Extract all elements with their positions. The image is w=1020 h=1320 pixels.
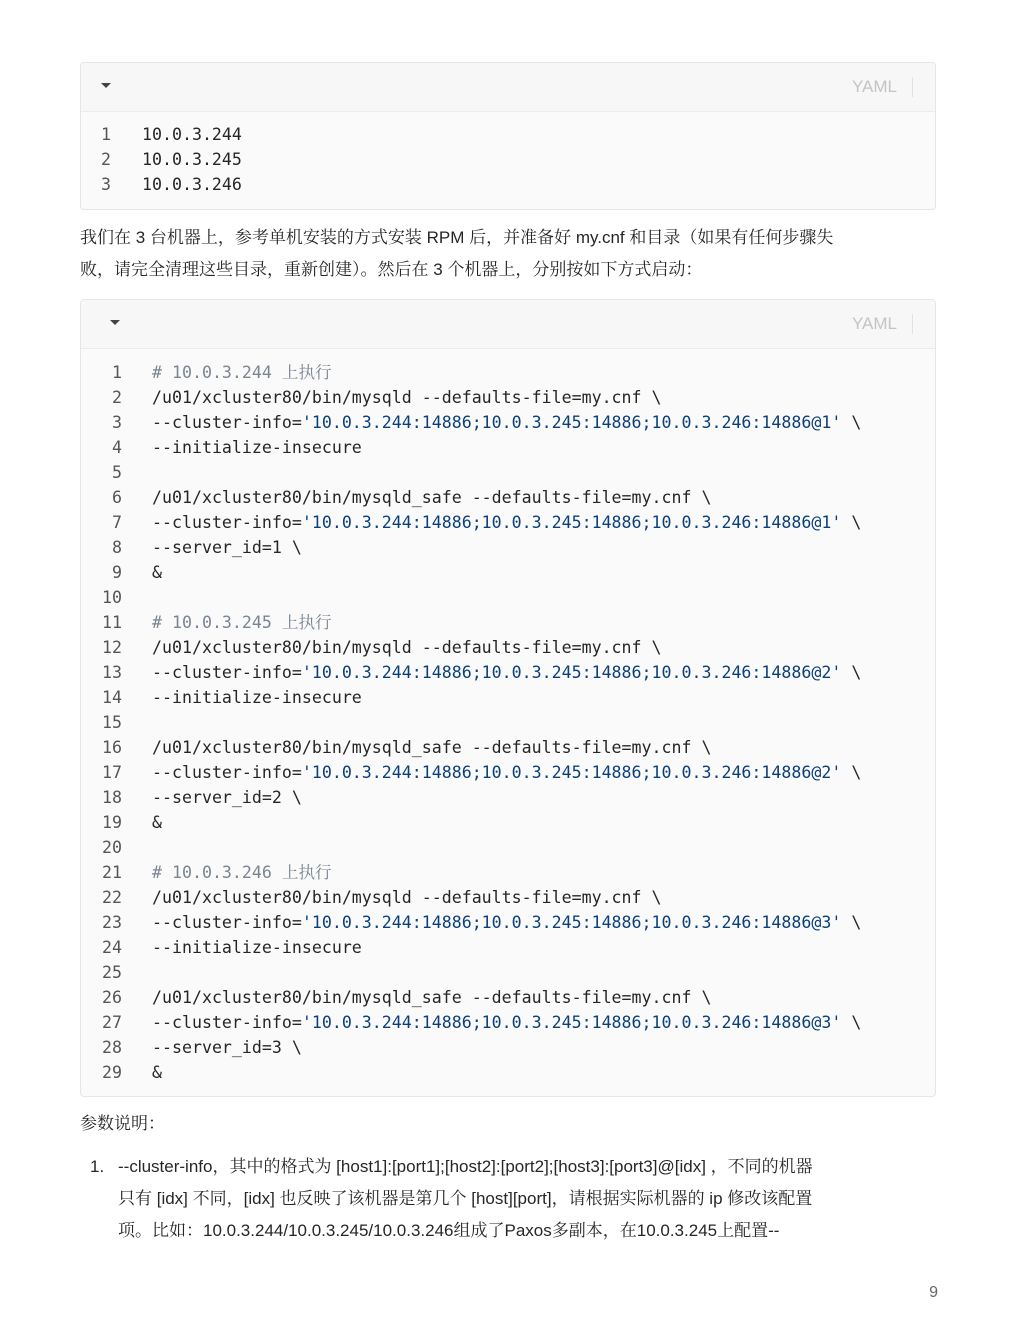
code-token: \ [841, 513, 862, 532]
line-number: 12 [102, 638, 122, 657]
code-token: & [152, 563, 162, 582]
line-number: 23 [102, 913, 122, 932]
code-token: --cluster-info= [152, 763, 302, 782]
code-line [81, 935, 935, 960]
code-token: /u01/xcluster80/bin/mysqld_safe --defaults-file=my.cnf \ [152, 488, 712, 507]
code-line [81, 835, 935, 860]
line-number: 5 [112, 463, 122, 482]
list-number: 1. [90, 1157, 105, 1176]
code-text [152, 735, 711, 760]
list-item-line-1: --cluster-info，其中的格式为 [host1]:[port1];[host2]:[port2];[host3]:[port3]@[idx] ，不同的机器 [118, 1157, 813, 1176]
code-line [81, 147, 935, 172]
code-text [142, 147, 242, 172]
code-text [152, 410, 861, 435]
code-block-ips [80, 62, 936, 210]
code-line [81, 435, 935, 460]
code-line [81, 885, 935, 910]
code-token: 10.0.3.245 [142, 150, 242, 169]
code-line [81, 985, 935, 1010]
collapse-caret-icon[interactable] [110, 320, 120, 325]
code-text [152, 935, 362, 960]
code-line [81, 485, 935, 510]
code-token: --initialize-insecure [152, 438, 362, 457]
code-line [81, 710, 935, 735]
code-line [81, 560, 935, 585]
code-line [81, 810, 935, 835]
code-text [152, 1035, 302, 1060]
code-line [81, 410, 935, 435]
line-number: 19 [102, 813, 122, 832]
code-text [152, 535, 302, 560]
line-number: 9 [112, 563, 122, 582]
line-number: 2 [101, 150, 111, 169]
code-block-body [81, 112, 935, 197]
line-number: 10 [102, 588, 122, 607]
code-text [152, 685, 362, 710]
line-number: 25 [102, 963, 122, 982]
code-text [152, 635, 662, 660]
code-line [81, 460, 935, 485]
code-token: --server_id=2 \ [152, 788, 302, 807]
code-text [152, 610, 332, 635]
code-string: '10.0.3.244:14886;10.0.3.245:14886;10.0.3.246:14886@1' [301, 513, 842, 532]
line-number: 27 [102, 1013, 122, 1032]
code-token: /u01/xcluster80/bin/mysqld --defaults-file=my.cnf \ [152, 388, 662, 407]
code-token: /u01/xcluster80/bin/mysqld_safe --defaults-file=my.cnf \ [152, 738, 712, 757]
code-line [81, 910, 935, 935]
code-token: & [152, 1063, 162, 1082]
code-string: '10.0.3.244:14886;10.0.3.245:14886;10.0.3.246:14886@1' [301, 413, 842, 432]
code-text [152, 785, 302, 810]
intro-paragraph [80, 222, 940, 286]
code-comment: # 10.0.3.245 上执行 [152, 613, 332, 632]
code-line [81, 535, 935, 560]
header-divider [912, 77, 913, 97]
code-text [152, 435, 362, 460]
code-line [81, 860, 935, 885]
code-text [152, 860, 332, 885]
code-line [81, 760, 935, 785]
line-number: 24 [102, 938, 122, 957]
line-number: 15 [102, 713, 122, 732]
intro-line-1: 我们在 3 台机器上，参考单机安装的方式安装 RPM 后，并准备好 my.cnf 和目录（如果有任何步骤失 [80, 228, 834, 247]
code-token: & [152, 813, 162, 832]
code-text [152, 560, 162, 585]
code-text [152, 985, 711, 1010]
code-token: --cluster-info= [152, 413, 302, 432]
code-text [152, 1010, 861, 1035]
line-number: 3 [112, 413, 122, 432]
code-comment: # 10.0.3.246 上执行 [152, 863, 332, 882]
code-token: --cluster-info= [152, 1013, 302, 1032]
code-line [81, 585, 935, 610]
line-number: 3 [101, 175, 111, 194]
code-block-header [81, 63, 935, 112]
line-number: 13 [102, 663, 122, 682]
code-token: --initialize-insecure [152, 938, 362, 957]
line-number: 4 [112, 438, 122, 457]
code-line [81, 360, 935, 385]
line-number: 17 [102, 763, 122, 782]
code-line [81, 785, 935, 810]
code-line [81, 1060, 935, 1085]
line-number: 26 [102, 988, 122, 1007]
line-number: 11 [102, 613, 122, 632]
code-text [152, 885, 662, 910]
list-item-line-2: 只有 [idx] 不同，[idx] 也反映了该机器是第几个 [host][port]，请根据实际机器的 ip 修改该配置 [118, 1189, 813, 1208]
code-language-label[interactable]: YAML [851, 77, 897, 96]
code-line [81, 660, 935, 685]
page-number: 9 [929, 1284, 938, 1301]
code-token: /u01/xcluster80/bin/mysqld_safe --defaults-file=my.cnf \ [152, 988, 712, 1007]
line-number: 2 [112, 388, 122, 407]
code-token: --cluster-info= [152, 513, 302, 532]
code-string: '10.0.3.244:14886;10.0.3.245:14886;10.0.3.246:14886@3' [301, 1013, 842, 1032]
line-number: 21 [102, 863, 122, 882]
code-line [81, 1010, 935, 1035]
line-number: 18 [102, 788, 122, 807]
code-text [152, 485, 711, 510]
code-token: \ [841, 663, 862, 682]
code-block-body [81, 349, 935, 1085]
code-text [142, 122, 242, 147]
line-number: 7 [112, 513, 122, 532]
line-number: 1 [101, 125, 111, 144]
code-token: --server_id=1 \ [152, 538, 302, 557]
code-line [81, 122, 935, 147]
line-number: 8 [112, 538, 122, 557]
code-line [81, 960, 935, 985]
code-text [142, 172, 242, 197]
code-string: '10.0.3.244:14886;10.0.3.245:14886;10.0.3.246:14886@2' [301, 763, 842, 782]
code-string: '10.0.3.244:14886;10.0.3.245:14886;10.0.3.246:14886@3' [301, 913, 842, 932]
code-text [152, 385, 662, 410]
code-line [81, 1035, 935, 1060]
code-line [81, 635, 935, 660]
line-number: 20 [102, 838, 122, 857]
line-number: 1 [112, 363, 122, 382]
params-heading [80, 1108, 940, 1140]
code-token: \ [841, 413, 862, 432]
code-comment: # 10.0.3.244 上执行 [152, 363, 332, 382]
collapse-caret-icon[interactable] [101, 83, 111, 88]
code-token: \ [841, 913, 862, 932]
code-token: --initialize-insecure [152, 688, 362, 707]
code-line [81, 735, 935, 760]
code-text [152, 360, 332, 385]
code-token: \ [841, 763, 862, 782]
list-item-text [118, 1151, 940, 1247]
code-token: 10.0.3.244 [142, 125, 242, 144]
code-text [152, 660, 861, 685]
list-item-line-3: 项。比如：10.0.3.244/10.0.3.245/10.0.3.246组成了Paxos多副本，在10.0.3.245上配置-- [118, 1221, 780, 1240]
intro-line-2: 败，请完全清理这些目录，重新创建）。然后在 3 个机器上，分别按如下方式启动： [80, 260, 703, 279]
code-token: --server_id=3 \ [152, 1038, 302, 1057]
code-text [152, 510, 861, 535]
line-number: 28 [102, 1038, 122, 1057]
code-text [152, 760, 861, 785]
code-line [81, 385, 935, 410]
line-number: 14 [102, 688, 122, 707]
code-line [81, 685, 935, 710]
line-number: 6 [112, 488, 122, 507]
code-token: --cluster-info= [152, 663, 302, 682]
code-line [81, 610, 935, 635]
code-text [152, 810, 162, 835]
code-token: /u01/xcluster80/bin/mysqld --defaults-file=my.cnf \ [152, 638, 662, 657]
header-divider [912, 314, 913, 334]
line-number: 29 [102, 1063, 122, 1082]
params-list-item [90, 1151, 940, 1251]
code-token: 10.0.3.246 [142, 175, 242, 194]
code-block-header [81, 300, 935, 349]
code-text [152, 910, 861, 935]
code-language-label[interactable]: YAML [851, 314, 897, 333]
code-token: /u01/xcluster80/bin/mysqld --defaults-file=my.cnf \ [152, 888, 662, 907]
code-text [152, 1060, 162, 1085]
code-line [81, 172, 935, 197]
code-block-startup [80, 299, 936, 1097]
line-number: 22 [102, 888, 122, 907]
params-heading-text: 参数说明： [80, 1114, 165, 1133]
code-token: \ [841, 1013, 862, 1032]
code-line [81, 510, 935, 535]
code-string: '10.0.3.244:14886;10.0.3.245:14886;10.0.3.246:14886@2' [301, 663, 842, 682]
line-number: 16 [102, 738, 122, 757]
code-token: --cluster-info= [152, 913, 302, 932]
